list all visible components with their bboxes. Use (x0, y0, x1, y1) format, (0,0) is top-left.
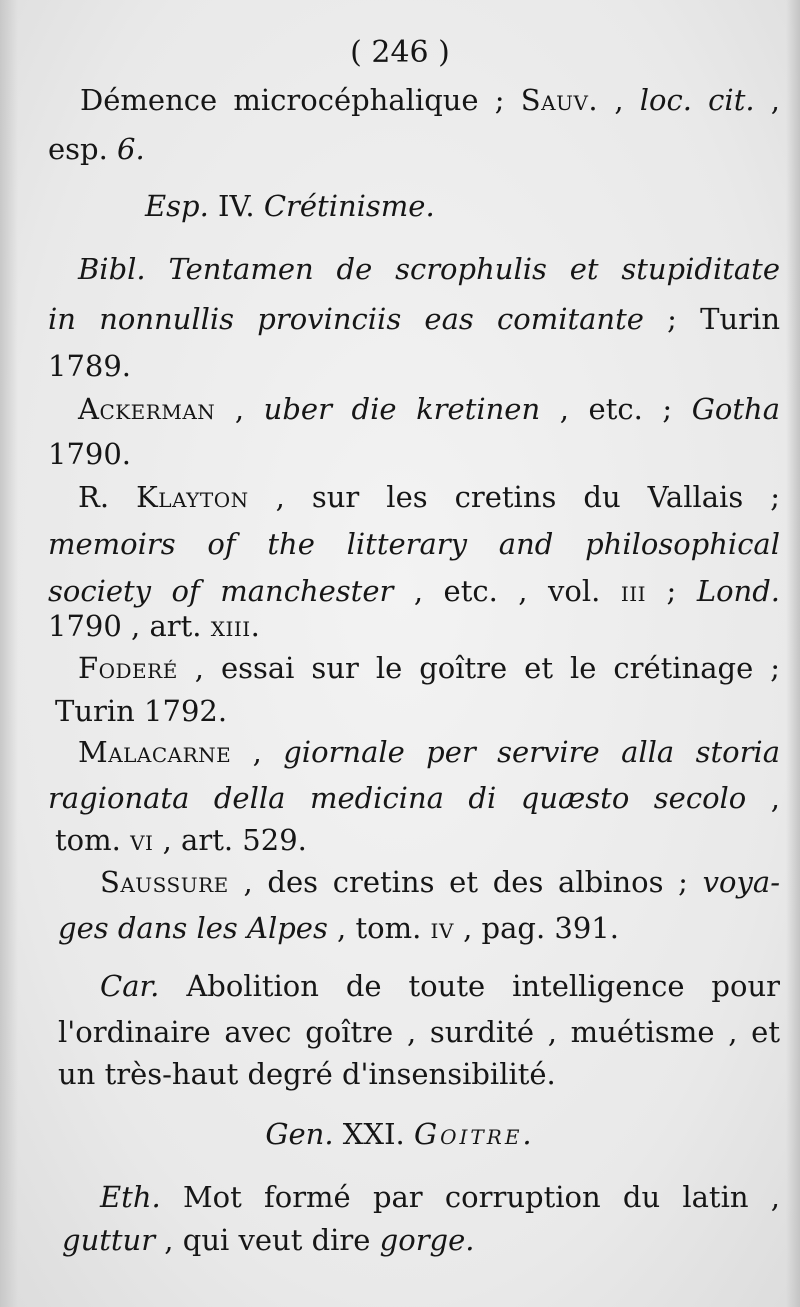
text-span: iii (620, 574, 647, 608)
text-line (80, 83, 781, 117)
text-span: Car. (100, 969, 160, 1003)
text-span: Eth. (100, 1180, 161, 1214)
author-name: Foderé (78, 651, 178, 685)
text-line (100, 865, 780, 899)
text-span: Crétinisme. (263, 189, 435, 223)
text-line: l'ordinaire avec goître , surdité , muétisme , et (58, 1015, 780, 1049)
text-span: Lond. (696, 574, 781, 608)
text-span: ; (646, 574, 697, 608)
text-span: ges dans les Alpes (58, 911, 328, 945)
text-span: ragionata della medicina di quæsto secolo (48, 781, 747, 815)
text-line (48, 132, 145, 166)
author-name: Sauv. (520, 83, 599, 117)
text-span: , (231, 735, 284, 769)
text-span: , (754, 83, 781, 117)
text-span: , (215, 392, 264, 426)
text-span: , etc. , vol. (393, 574, 621, 608)
text-span: Abolition de toute intelligence pour (159, 969, 780, 1003)
text-line (100, 1180, 780, 1214)
text-span: , etc. ; (540, 392, 692, 426)
page-number: ( 246 ) (350, 35, 450, 70)
text-line (55, 823, 307, 857)
text-span: , des cretins et des albinos ; (228, 865, 703, 899)
text-span: Démence microcéphalique ; (80, 83, 521, 117)
text-line: un très-haut degré d'insensibilité. (58, 1057, 556, 1091)
text-span: vi (130, 823, 154, 857)
text-span: 1790 , art. (48, 609, 211, 643)
author-name: Ackerman (78, 392, 216, 426)
text-span: gorge. (379, 1223, 475, 1257)
text-span: Esp. (145, 189, 209, 223)
text-line: memoirs of the litterary and philosophical (48, 527, 780, 561)
text-span: Gotha (691, 392, 781, 426)
text-span: tom. (55, 823, 131, 857)
text-line: Turin 1792. (55, 694, 228, 728)
text-span: uber die kretinen (263, 392, 541, 426)
text-line (78, 392, 781, 426)
text-span: xiii. (210, 609, 261, 643)
text-span: , art. 529. (153, 823, 307, 857)
text-line (48, 609, 261, 643)
text-line (48, 574, 781, 608)
page-edge-shadow-left (0, 0, 18, 1307)
text-line: 1789. (48, 349, 132, 383)
text-span: society of manchester (48, 574, 394, 608)
page-edge-shadow-right (786, 0, 800, 1307)
text-span: , pag. 391. (453, 911, 619, 945)
text-span: , (598, 83, 640, 117)
text-span: XXI. (333, 1117, 414, 1151)
text-span: Mot formé par corruption du latin , (160, 1180, 780, 1214)
text-span: 6. (117, 132, 145, 166)
text-span: , (746, 781, 780, 815)
text-span: , sur les cretins du Vallais ; (248, 480, 780, 514)
text-line (78, 651, 780, 685)
text-span: , essai sur le goître et le crétinage ; (177, 651, 780, 685)
species-heading (145, 189, 435, 223)
text-line (78, 480, 780, 514)
text-span: IV. (208, 189, 264, 223)
text-span: loc. cit. (639, 83, 755, 117)
text-line: 1790. (48, 437, 132, 471)
text-line (48, 781, 780, 815)
text-line (62, 1223, 475, 1257)
text-span: iv (430, 911, 454, 945)
text-line (78, 735, 780, 769)
text-span: esp. (48, 132, 118, 166)
author-name: Klayton (136, 480, 249, 514)
genus-heading (0, 1117, 800, 1151)
text-span: Gen. (265, 1117, 334, 1151)
text-span: giornale per servire alla storia (283, 735, 780, 769)
text-span: in nonnullis provinciis eas comitante (48, 302, 644, 336)
text-line (58, 911, 619, 945)
text-span: R. (78, 480, 137, 514)
text-line (48, 302, 781, 336)
author-name: Malacarne (78, 735, 232, 769)
text-span: guttur (62, 1223, 156, 1257)
text-span: , qui veut dire (155, 1223, 380, 1257)
text-span: Goitre. (413, 1117, 535, 1151)
author-name: Saussure (100, 865, 229, 899)
text-span: voya- (702, 865, 780, 899)
text-span: , tom. (327, 911, 431, 945)
text-span: ; Turin (643, 302, 781, 336)
text-line: Bibl. Tentamen de scrophulis et stupiditate (78, 252, 780, 286)
text-line (100, 969, 780, 1003)
